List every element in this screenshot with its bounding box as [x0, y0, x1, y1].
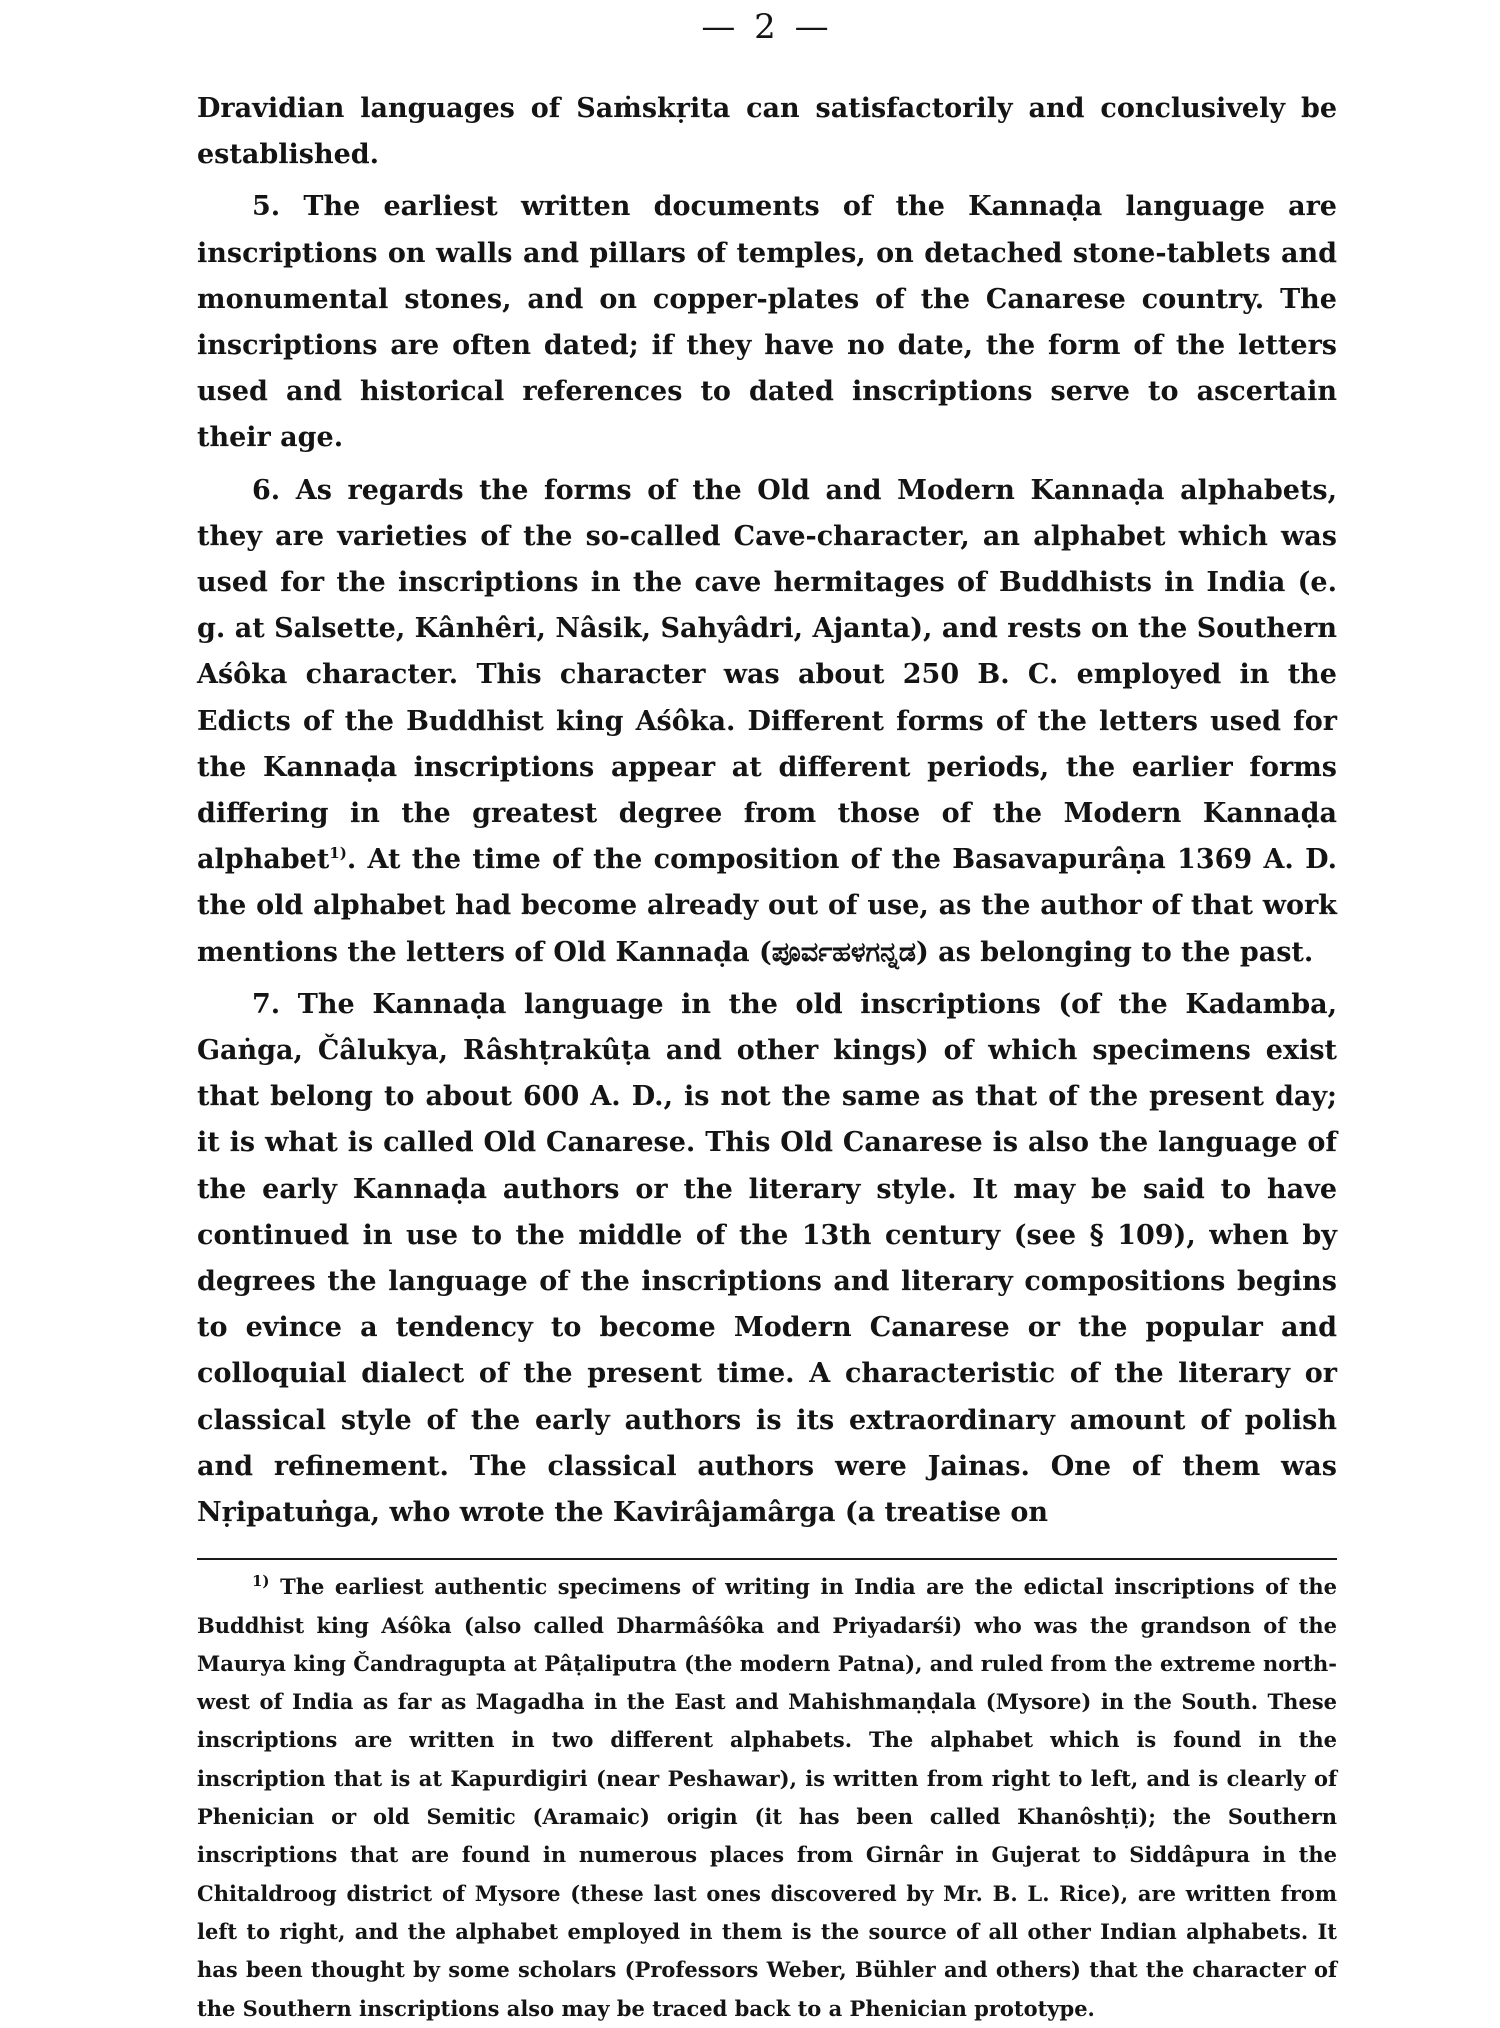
page-number: — 2 —	[701, 7, 833, 47]
footnote-reference[interactable]: 1)	[329, 844, 347, 863]
footnote	[197, 1568, 1337, 2028]
paragraph-6-text-start: 6. As regards the forms of the Old and Modern Kannaḍa alphabets, they are varieties of the so-called Cave-character, an alphabet which was used for the inscriptions in the cave hermitages of Buddhists in India (e. g. at Salsette, Kânhêri, Nâsik, Sahyâdri, Ajanta), and rests on the Southern Aśôka character. This character was about 250 B. C. employed in the Edicts of the Buddhist king Aśôka. Different forms of the letters used for the Kannaḍa inscriptions appear at different periods, the earlier forms differing in the greatest degree from those of the Modern Kannaḍa alphabet	[197, 474, 1337, 876]
paragraph-continuation: Dravidian languages of Saṁskṛita can satisfactorily and conclusively be established.	[197, 93, 1337, 171]
footnote-text: The earliest authentic specimens of writing in India are the edictal inscriptions of the Buddhist king Aśôka (also called Dharmâśôka and Priyadarśi) who was the grandson of the Maurya king Čandragupta at Pâṭaliputra (the modern Patna), and ruled from the extreme north-west of India as far as Magadha in the East and Mahishmaṇḍala (Mysore) in the South. These inscriptions are written in two different alphabets. The alphabet which is found in the inscription that is at Kapurdigiri (near Peshawar), is written from right to left, and is clearly of Phenician or old Semitic (Aramaic) origin (it has been called Khanôshṭi); the Southern inscriptions that are found in numerous places from Girnâr in Gujerat to Siddâpura in the Chitaldroog district of Mysore (these last ones discovered by Mr. B. L. Rice), are written from left to right, and the alphabet employed in them is the source of all other Indian alphabets. It has been thought by some scholars (Professors Weber, Bühler and others) that the character of the Southern inscriptions also may be traced back to a Phenician prototype.	[197, 1574, 1338, 2021]
paragraph-5: 5. The earliest written documents of the Kannaḍa language are inscriptions on walls and pillars of temples, on detached stone-tablets and monumental stones, and on copper-plates of the Canarese country. The inscriptions are often dated; if they have no date, the form of the letters used and historical references to dated inscriptions serve to ascertain their age.	[197, 191, 1337, 454]
footnote-divider	[197, 1558, 1337, 1560]
paragraph-6-text-end: . At the time of the composition of the Basavapurâṇa 1369 A. D. the old alphabet had become already out of use, as the author of that work mentions the letters of Old Kannaḍa (ಪೂರ್ವಹಳಗನ್ನಡ) as belonging to the past.	[197, 844, 1337, 968]
footnote-marker: 1)	[252, 1572, 270, 1591]
paragraph-7: 7. The Kannaḍa language in the old inscriptions (of the Kadamba, Gaṅga, Čâlukya, Râshṭrakûṭa and other kings) of which specimens exist that belong to about 600 A. D., is not the same as that of the present day; it is what is called Old Canarese. This Old Canarese is also the language of the early Kannaḍa authors or the literary style. It may be said to have continued in use to the middle of the 13th century (see § 109), when by degrees the language of the inscriptions and literary compositions begins to evince a tendency to become Modern Canarese or the popular and colloquial dialect of the present time. A characteristic of the literary or classical style of the early authors is its extraordinary amount of polish and refinement. The classical authors were Jainas. One of them was Nṛipatuṅga, who wrote the Kavirâjamârga (a treatise on	[197, 988, 1337, 1529]
paragraph-6	[197, 468, 1337, 976]
document-page	[197, 0, 1337, 2028]
main-text	[197, 86, 1337, 1536]
